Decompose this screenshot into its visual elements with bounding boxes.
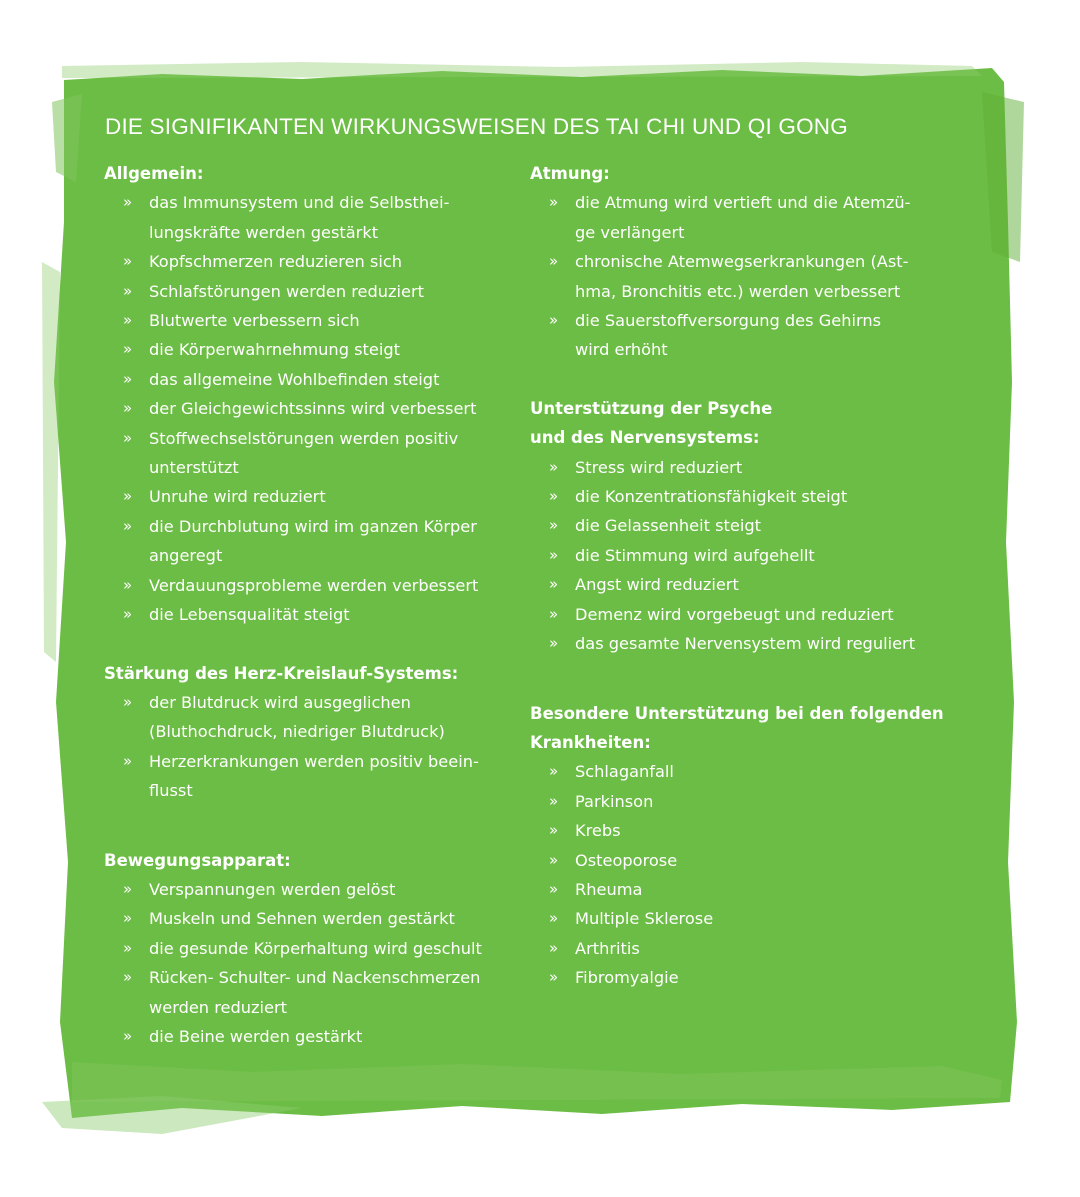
section-spacer — [530, 365, 960, 394]
bullet-icon: » — [123, 281, 133, 300]
section-heading — [530, 394, 960, 453]
right-column — [530, 159, 960, 993]
item-line: die Atmung wird vertieft und die Atemzü- — [575, 193, 911, 213]
list-item — [104, 747, 524, 806]
item-line: Herzerkrankungen werden positiv beein- — [149, 751, 479, 771]
section-spacer — [104, 630, 524, 659]
list-item — [104, 365, 524, 394]
item-line: Fibromyalgie — [575, 968, 679, 988]
item-line: Rücken- Schulter- und Nackenschmerzen — [149, 968, 481, 988]
list-item — [104, 875, 524, 904]
list-item — [530, 757, 960, 786]
item-list — [104, 688, 524, 806]
section-spacer — [104, 806, 524, 846]
list-item — [530, 787, 960, 816]
bullet-icon: » — [549, 850, 559, 869]
heading-line: Krankheiten: — [530, 732, 651, 752]
item-line: das Immunsystem und die Selbsthei- — [149, 193, 450, 213]
bullet-icon: » — [549, 457, 559, 476]
bullet-icon: » — [549, 762, 559, 781]
bullet-icon: » — [123, 692, 133, 711]
list-item — [104, 963, 524, 1022]
item-line: die Sauerstoffversorgung des Gehirns — [575, 311, 882, 331]
item-line: werden reduziert — [149, 997, 287, 1017]
item-line: die Konzentrationsfähigkeit steigt — [575, 487, 848, 507]
list-item — [104, 934, 524, 963]
list-item — [104, 335, 524, 364]
item-line: Multiple Sklerose — [575, 909, 714, 929]
list-item — [104, 424, 524, 483]
heading-line: Unterstützung der Psyche — [530, 398, 773, 418]
item-line: Stoffwechselstörungen werden positiv — [149, 428, 459, 448]
item-line: Blutwerte verbessern sich — [149, 311, 360, 331]
list-item — [104, 512, 524, 571]
item-line: die Beine werden gestärkt — [149, 1026, 363, 1046]
bullet-icon: » — [549, 909, 559, 928]
bullet-icon: » — [549, 938, 559, 957]
list-item — [530, 904, 960, 933]
item-line: das gesamte Nervensystem wird reguliert — [575, 634, 916, 654]
item-line: die Durchblutung wird im ganzen Körper — [149, 516, 477, 536]
item-line: Arthritis — [575, 938, 640, 958]
green-brush-panel — [42, 62, 1032, 1144]
page-title: DIE SIGNIFIKANTEN WIRKUNGSWEISEN DES TAI CHI UND QI GONG — [105, 114, 848, 139]
item-line: Osteoporose — [575, 850, 678, 870]
list-item — [104, 188, 524, 247]
item-line: lungskräfte werden gestärkt — [149, 222, 379, 242]
list-item — [530, 247, 960, 306]
item-line: Demenz wird vorgebeugt und reduziert — [575, 604, 894, 624]
section-heading: Bewegungsapparat: — [104, 850, 291, 870]
list-item — [530, 875, 960, 904]
list-item — [530, 541, 960, 570]
item-line: Angst wird reduziert — [575, 575, 739, 595]
list-item — [104, 394, 524, 423]
bullet-icon: » — [549, 487, 559, 506]
section-allgemein — [104, 159, 524, 630]
bullet-icon: » — [123, 428, 133, 447]
bullet-icon: » — [123, 311, 133, 330]
list-item — [104, 600, 524, 629]
bullet-icon: » — [123, 968, 133, 987]
bullet-icon: » — [123, 369, 133, 388]
bullet-icon: » — [549, 604, 559, 623]
bullet-icon: » — [123, 252, 133, 271]
item-line: die Körperwahrnehmung steigt — [149, 340, 400, 360]
bullet-icon: » — [123, 605, 133, 624]
bullet-icon: » — [549, 879, 559, 898]
item-line: (Bluthochdruck, niedriger Blutdruck) — [149, 722, 445, 742]
bullet-icon: » — [549, 516, 559, 535]
list-item — [530, 188, 960, 247]
item-line: chronische Atemwegserkrankungen (Ast- — [575, 252, 909, 272]
item-list — [530, 453, 960, 659]
bullet-icon: » — [123, 879, 133, 898]
list-item — [530, 482, 960, 511]
item-line: Verspannungen werden gelöst — [149, 879, 396, 899]
list-item — [104, 277, 524, 306]
list-item — [530, 453, 960, 482]
item-line: die gesunde Körperhaltung wird geschult — [149, 938, 482, 958]
item-line: Muskeln und Sehnen werden gestärkt — [149, 909, 455, 929]
list-item — [104, 482, 524, 511]
item-line: Schlafstörungen werden reduziert — [149, 281, 425, 301]
heading-line: und des Nervensystems: — [530, 428, 760, 448]
section-bewegungsapparat — [104, 846, 524, 1052]
item-line: Verdauungsprobleme werden verbessert — [149, 575, 479, 595]
section-atmung — [530, 159, 960, 365]
item-line: hma, Bronchitis etc.) werden verbessert — [575, 281, 901, 301]
bullet-icon: » — [123, 909, 133, 928]
item-line: unterstützt — [149, 458, 239, 478]
item-line: das allgemeine Wohlbefinden steigt — [149, 369, 440, 389]
section-psyche — [530, 394, 960, 659]
item-line: der Blutdruck wird ausgeglichen — [149, 692, 411, 712]
list-item — [530, 816, 960, 845]
item-line: Rheuma — [575, 879, 643, 899]
left-column — [104, 159, 524, 1051]
item-line: Krebs — [575, 821, 621, 841]
item-line: Kopfschmerzen reduzieren sich — [149, 252, 403, 272]
item-line: die Lebensqualität steigt — [149, 605, 350, 625]
item-line: die Gelassenheit steigt — [575, 516, 761, 536]
bullet-icon: » — [549, 634, 559, 653]
item-line: Unruhe wird reduziert — [149, 487, 326, 507]
bullet-icon: » — [123, 751, 133, 770]
section-heading: Atmung: — [530, 164, 610, 183]
bullet-icon: » — [123, 399, 133, 418]
item-list — [530, 188, 960, 364]
bullet-icon: » — [549, 311, 559, 330]
list-item — [530, 846, 960, 875]
list-item — [530, 629, 960, 658]
list-item — [104, 247, 524, 276]
list-item — [104, 306, 524, 335]
item-line: flusst — [149, 781, 193, 801]
item-list — [104, 875, 524, 1051]
section-spacer — [530, 659, 960, 699]
item-line: der Gleichgewichtssinns wird verbessert — [149, 399, 477, 419]
bullet-icon: » — [123, 516, 133, 535]
bullet-icon: » — [123, 575, 133, 594]
item-line: ge verlängert — [575, 222, 685, 242]
bullet-icon: » — [549, 252, 559, 271]
bullet-icon: » — [549, 791, 559, 810]
list-item — [530, 600, 960, 629]
bullet-icon: » — [123, 340, 133, 359]
bullet-icon: » — [123, 1026, 133, 1045]
section-heading — [530, 699, 960, 758]
section-krankheiten — [530, 699, 960, 993]
list-item — [104, 1022, 524, 1051]
bullet-icon: » — [549, 545, 559, 564]
bullet-icon: » — [549, 575, 559, 594]
section-heading: Allgemein: — [104, 164, 204, 183]
list-item — [530, 511, 960, 540]
list-item — [104, 904, 524, 933]
bullet-icon: » — [549, 821, 559, 840]
section-heading: Stärkung des Herz-Kreislauf-Systems: — [104, 663, 459, 683]
item-line: Stress wird reduziert — [575, 457, 743, 477]
bullet-icon: » — [123, 193, 133, 212]
list-item — [530, 934, 960, 963]
bullet-icon: » — [123, 938, 133, 957]
list-item — [530, 306, 960, 365]
bullet-icon: » — [549, 968, 559, 987]
item-line: Parkinson — [575, 791, 654, 811]
item-line: wird erhöht — [575, 340, 668, 360]
list-item — [104, 571, 524, 600]
item-line: angeregt — [149, 546, 223, 566]
section-herz-kreislauf — [104, 659, 524, 806]
list-item — [530, 963, 960, 992]
bullet-icon: » — [549, 193, 559, 212]
item-line: Schlaganfall — [575, 762, 674, 782]
list-item — [530, 570, 960, 599]
item-list — [530, 757, 960, 992]
list-item — [104, 688, 524, 747]
bullet-icon: » — [123, 487, 133, 506]
heading-line: Besondere Unterstützung bei den folgenden — [530, 703, 944, 723]
item-line: die Stimmung wird aufgehellt — [575, 545, 815, 565]
item-list — [104, 188, 524, 629]
